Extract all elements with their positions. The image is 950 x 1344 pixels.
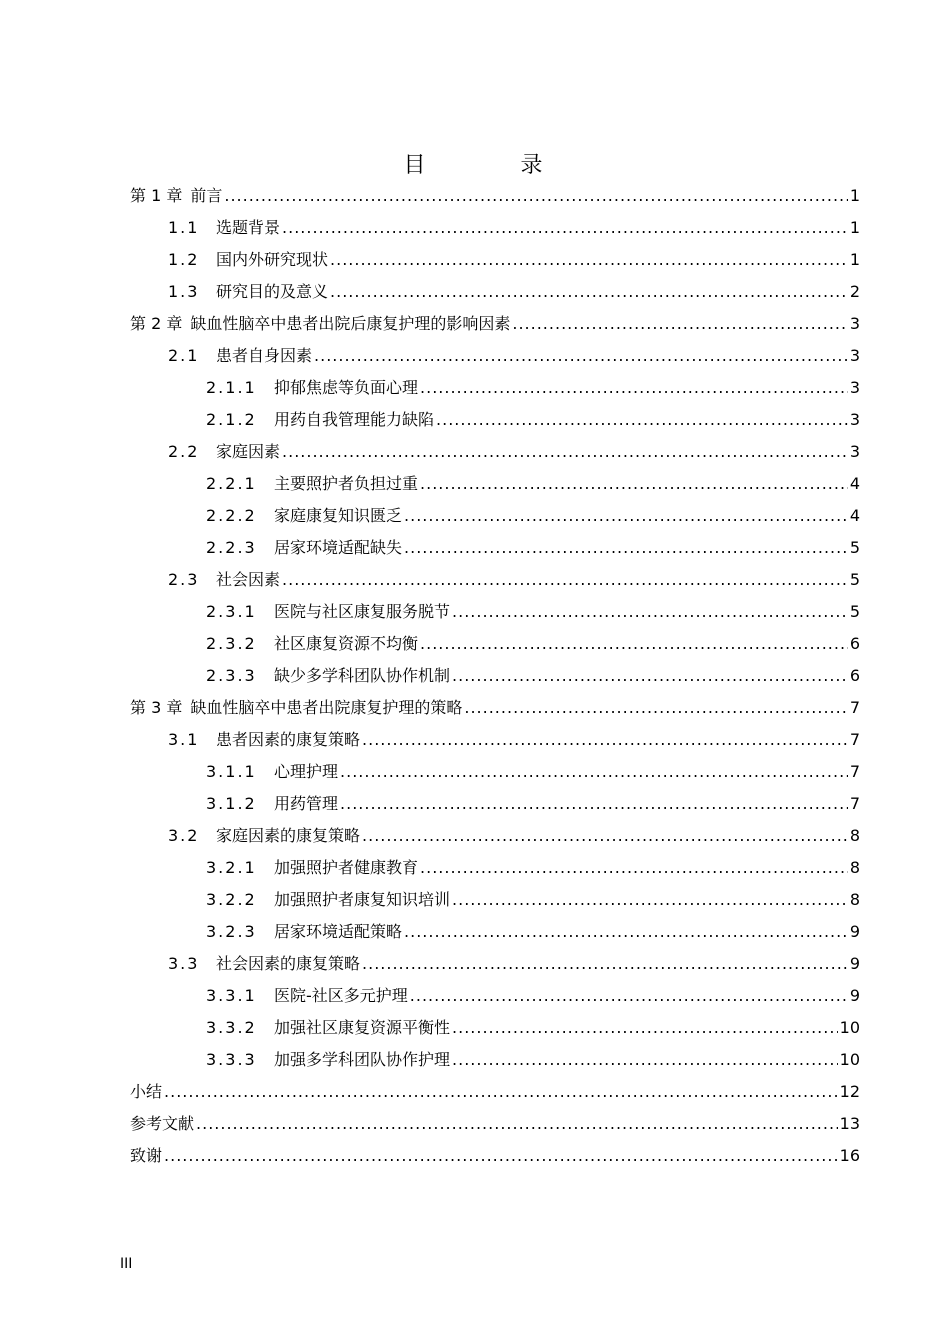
toc-entry-page: 1 xyxy=(849,186,860,205)
toc-entry-number: 3.3.1 xyxy=(206,986,257,1005)
toc-entry-page: 10 xyxy=(839,1018,860,1037)
toc-entry-label: 心理护理 xyxy=(274,762,339,781)
toc-leader-dots xyxy=(452,884,848,916)
toc-leader-dots xyxy=(314,340,848,372)
toc-entry-number: 2.2.2 xyxy=(206,506,257,525)
toc-entry-page: 13 xyxy=(839,1114,860,1133)
toc-leader-dots xyxy=(282,436,848,468)
toc-leader-dots xyxy=(330,244,848,276)
toc-leader-dots xyxy=(464,692,847,724)
toc-entry-page: 3 xyxy=(849,314,860,333)
toc-entry[interactable] xyxy=(130,660,860,692)
toc-entry-label: 加强照护者康复知识培训 xyxy=(274,890,451,909)
toc-entry-label: 缺血性脑卒中患者出院后康复护理的影响因素 xyxy=(190,314,511,333)
toc-entry[interactable] xyxy=(130,468,860,500)
toc-entry-page: 4 xyxy=(849,506,860,525)
toc-entry-page: 8 xyxy=(849,890,860,909)
toc-entry-number: 3.1.1 xyxy=(206,762,257,781)
toc-leader-dots xyxy=(282,564,848,596)
toc-leader-dots xyxy=(404,532,848,564)
table-of-contents xyxy=(130,180,860,1172)
toc-entry[interactable] xyxy=(130,212,860,244)
toc-entry-label: 家庭因素的康复策略 xyxy=(216,826,361,845)
toc-entry-number: 第 2 章 xyxy=(130,314,183,333)
toc-entry-page: 12 xyxy=(839,1082,860,1101)
toc-entry-page: 5 xyxy=(849,602,860,621)
toc-entry[interactable] xyxy=(130,628,860,660)
toc-entry[interactable] xyxy=(130,1140,860,1172)
toc-leader-dots xyxy=(196,1108,838,1140)
toc-leader-dots xyxy=(452,1044,838,1076)
toc-leader-dots xyxy=(362,820,848,852)
toc-entry-label: 医院与社区康复服务脱节 xyxy=(274,602,451,621)
toc-leader-dots xyxy=(362,948,848,980)
toc-entry-number: 2.2 xyxy=(168,442,200,461)
toc-entry-page: 5 xyxy=(849,570,860,589)
toc-entry[interactable] xyxy=(130,948,860,980)
toc-entry[interactable] xyxy=(130,180,860,212)
toc-entry[interactable] xyxy=(130,1108,860,1140)
toc-entry-page: 2 xyxy=(849,282,860,301)
toc-entry-label: 选题背景 xyxy=(216,218,281,237)
toc-entry-number: 2.3.3 xyxy=(206,666,257,685)
toc-entry[interactable] xyxy=(130,820,860,852)
toc-leader-dots xyxy=(404,916,848,948)
toc-entry-number: 2.3.1 xyxy=(206,602,257,621)
toc-entry[interactable] xyxy=(130,500,860,532)
toc-entry-number: 2.3 xyxy=(168,570,200,589)
toc-entry-label: 社会因素 xyxy=(216,570,281,589)
toc-entry-label: 主要照护者负担过重 xyxy=(274,474,419,493)
toc-entry-page: 7 xyxy=(849,698,860,717)
toc-entry-page: 3 xyxy=(849,378,860,397)
page-number-footer: III xyxy=(120,1256,133,1272)
toc-entry-page: 1 xyxy=(849,250,860,269)
toc-entry-page: 7 xyxy=(849,794,860,813)
toc-entry[interactable] xyxy=(130,1076,860,1108)
toc-entry-number: 3.1 xyxy=(168,730,200,749)
toc-entry-number: 2.1 xyxy=(168,346,200,365)
toc-entry-page: 8 xyxy=(849,858,860,877)
toc-entry-label: 居家环境适配策略 xyxy=(274,922,403,941)
toc-entry-label: 居家环境适配缺失 xyxy=(274,538,403,557)
toc-entry-number: 3.2.1 xyxy=(206,858,257,877)
toc-leader-dots xyxy=(282,212,848,244)
toc-entry[interactable] xyxy=(130,916,860,948)
toc-leader-dots xyxy=(164,1076,838,1108)
toc-entry-number: 3.2.3 xyxy=(206,922,257,941)
toc-entry-label: 缺血性脑卒中患者出院康复护理的策略 xyxy=(190,698,463,717)
toc-entry-page: 10 xyxy=(839,1050,860,1069)
toc-leader-dots xyxy=(420,468,848,500)
toc-entry-page: 4 xyxy=(849,474,860,493)
toc-entry[interactable] xyxy=(130,564,860,596)
toc-entry-label: 社区康复资源不均衡 xyxy=(274,634,419,653)
toc-entry-label: 国内外研究现状 xyxy=(216,250,329,269)
toc-entry-page: 9 xyxy=(849,986,860,1005)
toc-entry-label: 小结 xyxy=(130,1082,163,1101)
toc-entry-label: 社会因素的康复策略 xyxy=(216,954,361,973)
toc-entry-label: 用药管理 xyxy=(274,794,339,813)
toc-entry-page: 1 xyxy=(849,218,860,237)
toc-entry-page: 5 xyxy=(849,538,860,557)
toc-leader-dots xyxy=(362,724,848,756)
toc-entry-page: 3 xyxy=(849,410,860,429)
toc-entry-number: 2.3.2 xyxy=(206,634,257,653)
toc-leader-dots xyxy=(452,660,848,692)
toc-leader-dots xyxy=(436,404,848,436)
toc-entry[interactable] xyxy=(130,276,860,308)
toc-entry-page: 9 xyxy=(849,954,860,973)
toc-entry-page: 3 xyxy=(849,346,860,365)
toc-entry-number: 3.3.2 xyxy=(206,1018,257,1037)
toc-entry-number: 3.3.3 xyxy=(206,1050,257,1069)
toc-entry-page: 16 xyxy=(839,1146,860,1165)
toc-entry-number: 1.2 xyxy=(168,250,200,269)
toc-leader-dots xyxy=(452,1012,838,1044)
toc-entry-label: 加强照护者健康教育 xyxy=(274,858,419,877)
toc-entry-label: 医院-社区多元护理 xyxy=(274,986,408,1005)
toc-entry-label: 加强社区康复资源平衡性 xyxy=(274,1018,451,1037)
toc-leader-dots xyxy=(452,596,848,628)
toc-entry-number: 3.1.2 xyxy=(206,794,257,813)
toc-entry-label: 研究目的及意义 xyxy=(216,282,329,301)
toc-entry-number: 2.2.3 xyxy=(206,538,257,557)
toc-leader-dots xyxy=(340,788,848,820)
toc-entry[interactable] xyxy=(130,852,860,884)
toc-entry-number: 1.3 xyxy=(168,282,200,301)
toc-entry[interactable] xyxy=(130,884,860,916)
toc-entry-label: 抑郁焦虑等负面心理 xyxy=(274,378,419,397)
toc-entry[interactable] xyxy=(130,340,860,372)
toc-entry[interactable] xyxy=(130,436,860,468)
toc-leader-dots xyxy=(420,628,848,660)
toc-leader-dots xyxy=(512,308,847,340)
toc-entry[interactable] xyxy=(130,692,860,724)
toc-entry[interactable] xyxy=(130,372,860,404)
toc-title: 目 录 xyxy=(403,153,587,178)
toc-entry[interactable] xyxy=(130,788,860,820)
toc-entry[interactable] xyxy=(130,1044,860,1076)
toc-entry-label: 致谢 xyxy=(130,1146,163,1165)
toc-leader-dots xyxy=(340,756,848,788)
toc-leader-dots xyxy=(330,276,848,308)
toc-leader-dots xyxy=(420,372,848,404)
toc-entry[interactable] xyxy=(130,724,860,756)
toc-entry-number: 1.1 xyxy=(168,218,200,237)
toc-entry-number: 第 3 章 xyxy=(130,698,183,717)
toc-entry-label: 家庭康复知识匮乏 xyxy=(274,506,403,525)
toc-entry-label: 家庭因素 xyxy=(216,442,281,461)
toc-entry[interactable] xyxy=(130,404,860,436)
toc-entry-page: 9 xyxy=(849,922,860,941)
toc-entry-page: 6 xyxy=(849,634,860,653)
toc-entry-number: 2.2.1 xyxy=(206,474,257,493)
toc-entry[interactable] xyxy=(130,308,860,340)
toc-leader-dots xyxy=(420,852,848,884)
toc-entry-label: 前言 xyxy=(190,186,223,205)
toc-entry[interactable] xyxy=(130,596,860,628)
toc-entry[interactable] xyxy=(130,244,860,276)
toc-leader-dots xyxy=(410,980,848,1012)
toc-leader-dots xyxy=(224,180,847,212)
toc-entry-number: 2.1.1 xyxy=(206,378,257,397)
toc-entry-label: 用药自我管理能力缺陷 xyxy=(274,410,435,429)
toc-leader-dots xyxy=(404,500,848,532)
toc-entry-page: 7 xyxy=(849,730,860,749)
toc-entry-label: 患者因素的康复策略 xyxy=(216,730,361,749)
toc-entry-number: 第 1 章 xyxy=(130,186,183,205)
toc-entry-number: 3.2.2 xyxy=(206,890,257,909)
toc-entry-label: 参考文献 xyxy=(130,1114,195,1133)
toc-entry-page: 6 xyxy=(849,666,860,685)
toc-entry-label: 加强多学科团队协作护理 xyxy=(274,1050,451,1069)
toc-leader-dots xyxy=(164,1140,838,1172)
toc-entry-number: 3.3 xyxy=(168,954,200,973)
toc-entry[interactable] xyxy=(130,532,860,564)
toc-entry[interactable] xyxy=(130,1012,860,1044)
toc-entry-page: 3 xyxy=(849,442,860,461)
toc-entry-number: 3.2 xyxy=(168,826,200,845)
toc-entry-label: 缺少多学科团队协作机制 xyxy=(274,666,451,685)
toc-entry[interactable] xyxy=(130,756,860,788)
toc-entry-label: 患者自身因素 xyxy=(216,346,313,365)
toc-entry[interactable] xyxy=(130,980,860,1012)
toc-entry-page: 8 xyxy=(849,826,860,845)
toc-entry-page: 7 xyxy=(849,762,860,781)
toc-entry-number: 2.1.2 xyxy=(206,410,257,429)
